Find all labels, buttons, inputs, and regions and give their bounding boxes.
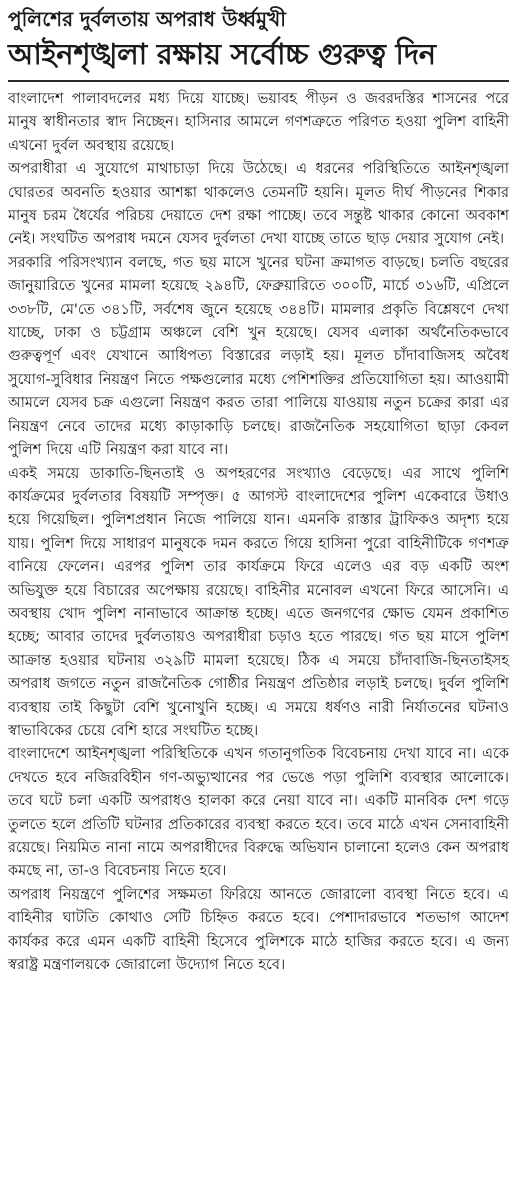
- article-body: [8, 88, 509, 977]
- article-paragraph-2: অপরাধীরা এ সুযোগে মাথাচাড়া দিয়ে উঠেছে। এ ধরনের পরিস্থিতিতে আইনশৃঙ্খলা ঘোরতর অবনতি হওয়ার আশঙ্কা থাকলেও তেমনটি হয়নি। মূলত দীর্ঘ পীড়নের শিকার মানুষ চরম ধৈর্যের পরিচয় দেয়াতে দেশ রক্ষা পাচ্ছে। তবে সন্তুষ্ট থাকার কোনো অবকাশ নেই। সংঘটিত অপরাধ দমনে যেসব দুর্বলতা দেখা যাচ্ছে তাতে ছাড় দেয়ার সুযোগ নেই।: [8, 161, 509, 248]
- article-paragraph-5: বাংলাদেশে আইনশৃঙ্খলা পরিস্থিতিকে এখন গতানুগতিক বিবেচনায় দেখা যাবে না। একে দেখতে হবে নজিরবিহীন গণ-অভ্যুত্থানের পর ভেঙে পড়া পুলিশি ব্যবস্থার আলোকে। তবে ঘটে চলা একটি অপরাধও হালকা করে নেয়া যাবে না। একটি মানবিক দেশ গড়ে তুলতে হলে প্রতিটি ঘটনার প্রতিকারের ব্যবস্থা করতে হবে। তবে মাঠে এখন সেনাবাহিনী রয়েছে। নিয়মিত নানা নামে অপরাধীদের বিরুদ্ধে অভিযান চালানো হলেও কেন অপরাধ কমছে না, তা-ও বিবেচনায় নিতে হবে।: [8, 746, 510, 880]
- article-paragraph-3: সরকারি পরিসংখ্যান বলছে, গত ছয় মাসে খুনের ঘটনা ক্রমাগত বাড়ছে। চলতি বছরের জানুয়ারিতে খুনের মামলা হয়েছে ২৯৪টি, ফেব্রুয়ারিতে ৩০০টি, মার্চে ৩১৬টি, এপ্রিলে ৩৩৮টি, মে'তে ৩৪১টি, সর্বশেষ জুনে হয়েছে ৩৪৪টি। মামলার প্রকৃতি বিশ্লেষণে দেখা যাচ্ছে, ঢাকা ও চট্টগ্রাম অঞ্চলে বেশি খুন হয়েছে। যেসব এলাকা অর্থনৈতিকভাবে গুরুত্বপূর্ণ এবং যেখানে আধিপত্য বিস্তারের লড়াই হয়। মূলত চাঁদাবাজিসহ অবৈধ সুযোগ-সুবিধার নিয়ন্ত্রণ নিতে পক্ষগুলোর মধ্যে পেশিশক্তির প্রতিযোগিতা হয়। আওয়ামী আমলে যেসব চক্র এগুলো নিয়ন্ত্রণ করত তারা পালিয়ে যাওয়ায় নতুন চক্রের কারা এর নিয়ন্ত্রণ নেবে তাদের মধ্যে কাড়াকাড়ি চলছে। রাজনৈতিক সহযোগিতা ছাড়া কেবল পুলিশ দিয়ে এটি নিয়ন্ত্রণ করা যাবে না।: [8, 254, 509, 459]
- article-paragraph-6: অপরাধ নিয়ন্ত্রণে পুলিশের সক্ষমতা ফিরিয়ে আনতে জোরালো ব্যবস্থা নিতে হবে। এ বাহিনীর ঘাটতি কোথাও সেটি চিহ্নিত করতে হবে। পেশাদারভাবে শতভাগ আদেশ কার্যকর করে এমন একটি বাহিনী হিসেবে পুলিশকে মাঠে হাজির করতে হবে। এ জন্য স্বরাষ্ট্র মন্ত্রণালয়কে জোরালো উদ্যোগ নিতে হবে।: [8, 886, 509, 974]
- article-kicker: পুলিশের দুর্বলতায় অপরাধ উর্ধ্বমুখী: [8, 7, 286, 31]
- editorial-article: [8, 6, 509, 977]
- article-paragraph-4: একই সময়ে ডাকাতি-ছিনতাই ও অপহরণের সংখ্যাও বেড়েছে। এর সাথে পুলিশি কার্যক্রমের দুর্বলতার বিষয়টি সম্পৃক্ত। ৫ আগস্ট বাংলাদেশের পুলিশ একেবারে উধাও হয়ে গিয়েছিল। পুলিশপ্রধান নিজে পালিয়ে যান। এমনকি রাস্তার ট্রাফিকও অদৃশ্য হয়ে যায়। পুলিশ দিয়ে সাধারণ মানুষকে দমন করতে গিয়ে হাসিনা পুরো বাহিনীটিকে গণশত্রু বানিয়ে ফেলেন। এরপর পুলিশ তার কার্যক্রমে ফিরে এলেও এর বড় একটি অংশ অভিযুক্ত হয়ে বিচারের অপেক্ষায় রয়েছে। বাহিনীর মনোবল এখনো ফিরে আসেনি। এ অবস্থায় খোদ পুলিশ নানাভাবে আক্রান্ত হচ্ছে। এতে জনগণের ক্ষোভ যেমন প্রকাশিত হচ্ছে; আবার তাদের দুর্বলতায়ও অপরাধীরা চড়াও হতে পারছে। গত ছয় মাসে পুলিশ আক্রান্ত হওয়ার ঘটনায় ৩২৯টি মামলা হয়েছে। ঠিক এ সময়ে চাঁদাবাজি-ছিনতাইসহ অপরাধ জগতে নতুন রাজনৈতিক গোষ্ঠীর নিয়ন্ত্রণ প্রতিষ্ঠার লড়াই চলছে। দুর্বল পুলিশি ব্যবস্থায় তাই কিছুটা বেশি খুনোখুনি হচ্ছে। এ সময়ে ধর্ষণও নারী নির্যাতনের ঘটনাও স্বাভাবিকের চেয়ে বেশি হারে সংঘটিত হচ্ছে।: [8, 465, 509, 739]
- article-headline: আইনশৃঙ্খলা রক্ষায় সর্বোচ্চ গুরুত্ব দিন: [8, 37, 436, 71]
- headline-divider: [8, 80, 509, 82]
- article-paragraph-1: বাংলাদেশ পালাবদলের মধ্য দিয়ে যাচ্ছে। ভয়াবহ পীড়ন ও জবরদস্তির শাসনের পরে মানুষ স্বাধীনতার স্বাদ নিচ্ছেন। হাসিনার আমলে গণশত্রুতে পরিণত হওয়া পুলিশ বাহিনী এখনো দুর্বল অবস্থায় রয়েছে।: [8, 91, 509, 154]
